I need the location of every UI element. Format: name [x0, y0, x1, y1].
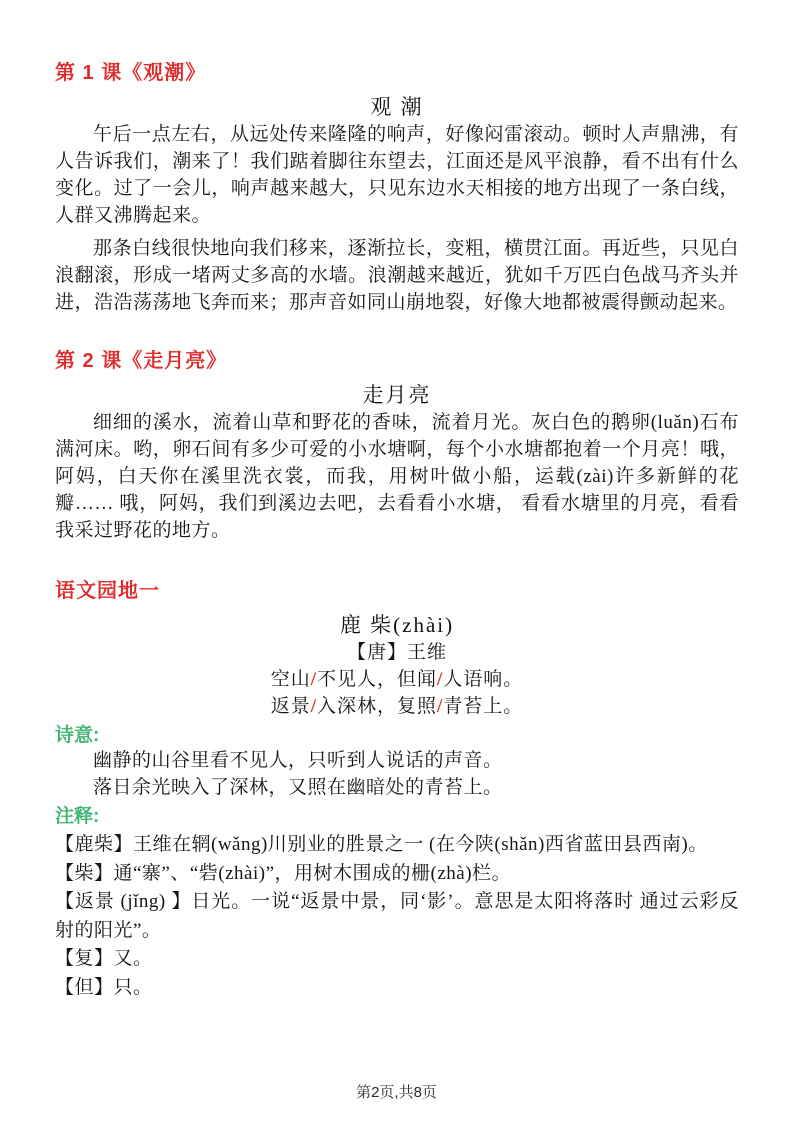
zhushi-item-1: 【鹿柴】王维在辋(wǎng)川别业的胜景之一 (在今陕(shǎn)西省蓝田县西南)。	[55, 834, 708, 855]
poem-line1-seg-b: 不见人，但闻	[316, 669, 437, 690]
poem-author: 【唐】王维	[346, 642, 447, 663]
zhushi-item-3: 【返景 (jǐng) 】日光。一说“返景中景，同‘影’。意思是太阳将落时 通过云彩反射的阳光”。	[55, 891, 739, 941]
poem-line1-seg-a: 空山	[270, 669, 311, 690]
shiyi-line-1: 幽静的山谷里看不见人，只听到人说话的声音。	[93, 750, 503, 771]
zhushi-item-2: 【柴】通“寨”、“砦(zhài)”，用树木围成的栅(zhà)栏。	[55, 862, 512, 884]
poem-line-1	[55, 666, 739, 693]
zhushi-item-5: 【但】只。	[55, 976, 153, 998]
lesson1-paragraph-2: 那条白线很快地向我们移来，逐渐拉长，变粗，横贯江面。再近些，只见白浪翻滚，形成一堵两丈多高的水墙。浪潮越来越近，犹如千万匹白色战马齐头并进，浩浩荡荡地飞奔而来；那声音如同山崩地裂，好像大地都被震得颤动起来。	[55, 238, 739, 313]
rhythm-slash: /	[310, 696, 317, 717]
poem-line1-seg-c: 人语响。	[443, 669, 524, 690]
poem-line2-seg-a: 返景	[270, 696, 311, 717]
poem-title: 鹿 柴(zhài)	[339, 613, 455, 637]
section-lesson1	[55, 56, 739, 316]
poem-line-2	[55, 693, 739, 720]
lesson1-paragraph-1: 午后一点左右，从远处传来隆隆的响声，好像闷雷滚动。顿时人声鼎沸，有人告诉我们，潮来了！我们踮着脚往东望去，江面还是风平浪静，看不出有什么变化。过了一会儿，响声越来越大，只见东边水天相接的地方出现了一条白线，人群又沸腾起来。	[55, 124, 739, 226]
zhushi-list	[55, 831, 739, 1002]
zhushi-item-4: 【复】又。	[55, 948, 153, 969]
poem-line2-seg-c: 青苔上。	[443, 696, 524, 717]
lesson2-paragraph-1: 细细的溪水，流着山草和野花的香味，流着月光。灰白色的鹅卵(luǎn)石布满河床。哟，卵石间有多少可爱的小水塘啊，每个小水塘都抱着一个月亮！哦，阿妈，白天你在溪里洗衣裳，而我，用树叶做小船，运载(zài)许多新鲜的花瓣…… 哦，阿妈，我们到溪边去吧，去看看小水塘， 看看水塘里的月亮，看看我采过野花的地方。	[55, 412, 739, 541]
poem-line2-seg-b: 入深林，复照	[316, 696, 437, 717]
section-garden	[55, 574, 739, 1002]
section-lesson2	[55, 344, 739, 544]
rhythm-slash: /	[437, 669, 444, 690]
page-number-indicator: 第2页,共8页	[356, 1084, 437, 1101]
garden-heading: 语文园地一	[55, 580, 160, 602]
lesson2-text-title: 走月亮	[362, 383, 432, 407]
lesson2-heading: 第 2 课《走月亮》	[55, 350, 228, 372]
lesson1-text-title: 观 潮	[370, 95, 424, 119]
shiyi-label: 诗意:	[55, 725, 100, 746]
zhushi-label: 注释:	[55, 806, 100, 827]
lesson1-heading: 第 1 课《观潮》	[55, 62, 207, 84]
shiyi-line-2: 落日余光映入了深林，又照在幽暗处的青苔上。	[93, 777, 503, 798]
rhythm-slash: /	[310, 669, 317, 690]
rhythm-slash: /	[437, 696, 444, 717]
